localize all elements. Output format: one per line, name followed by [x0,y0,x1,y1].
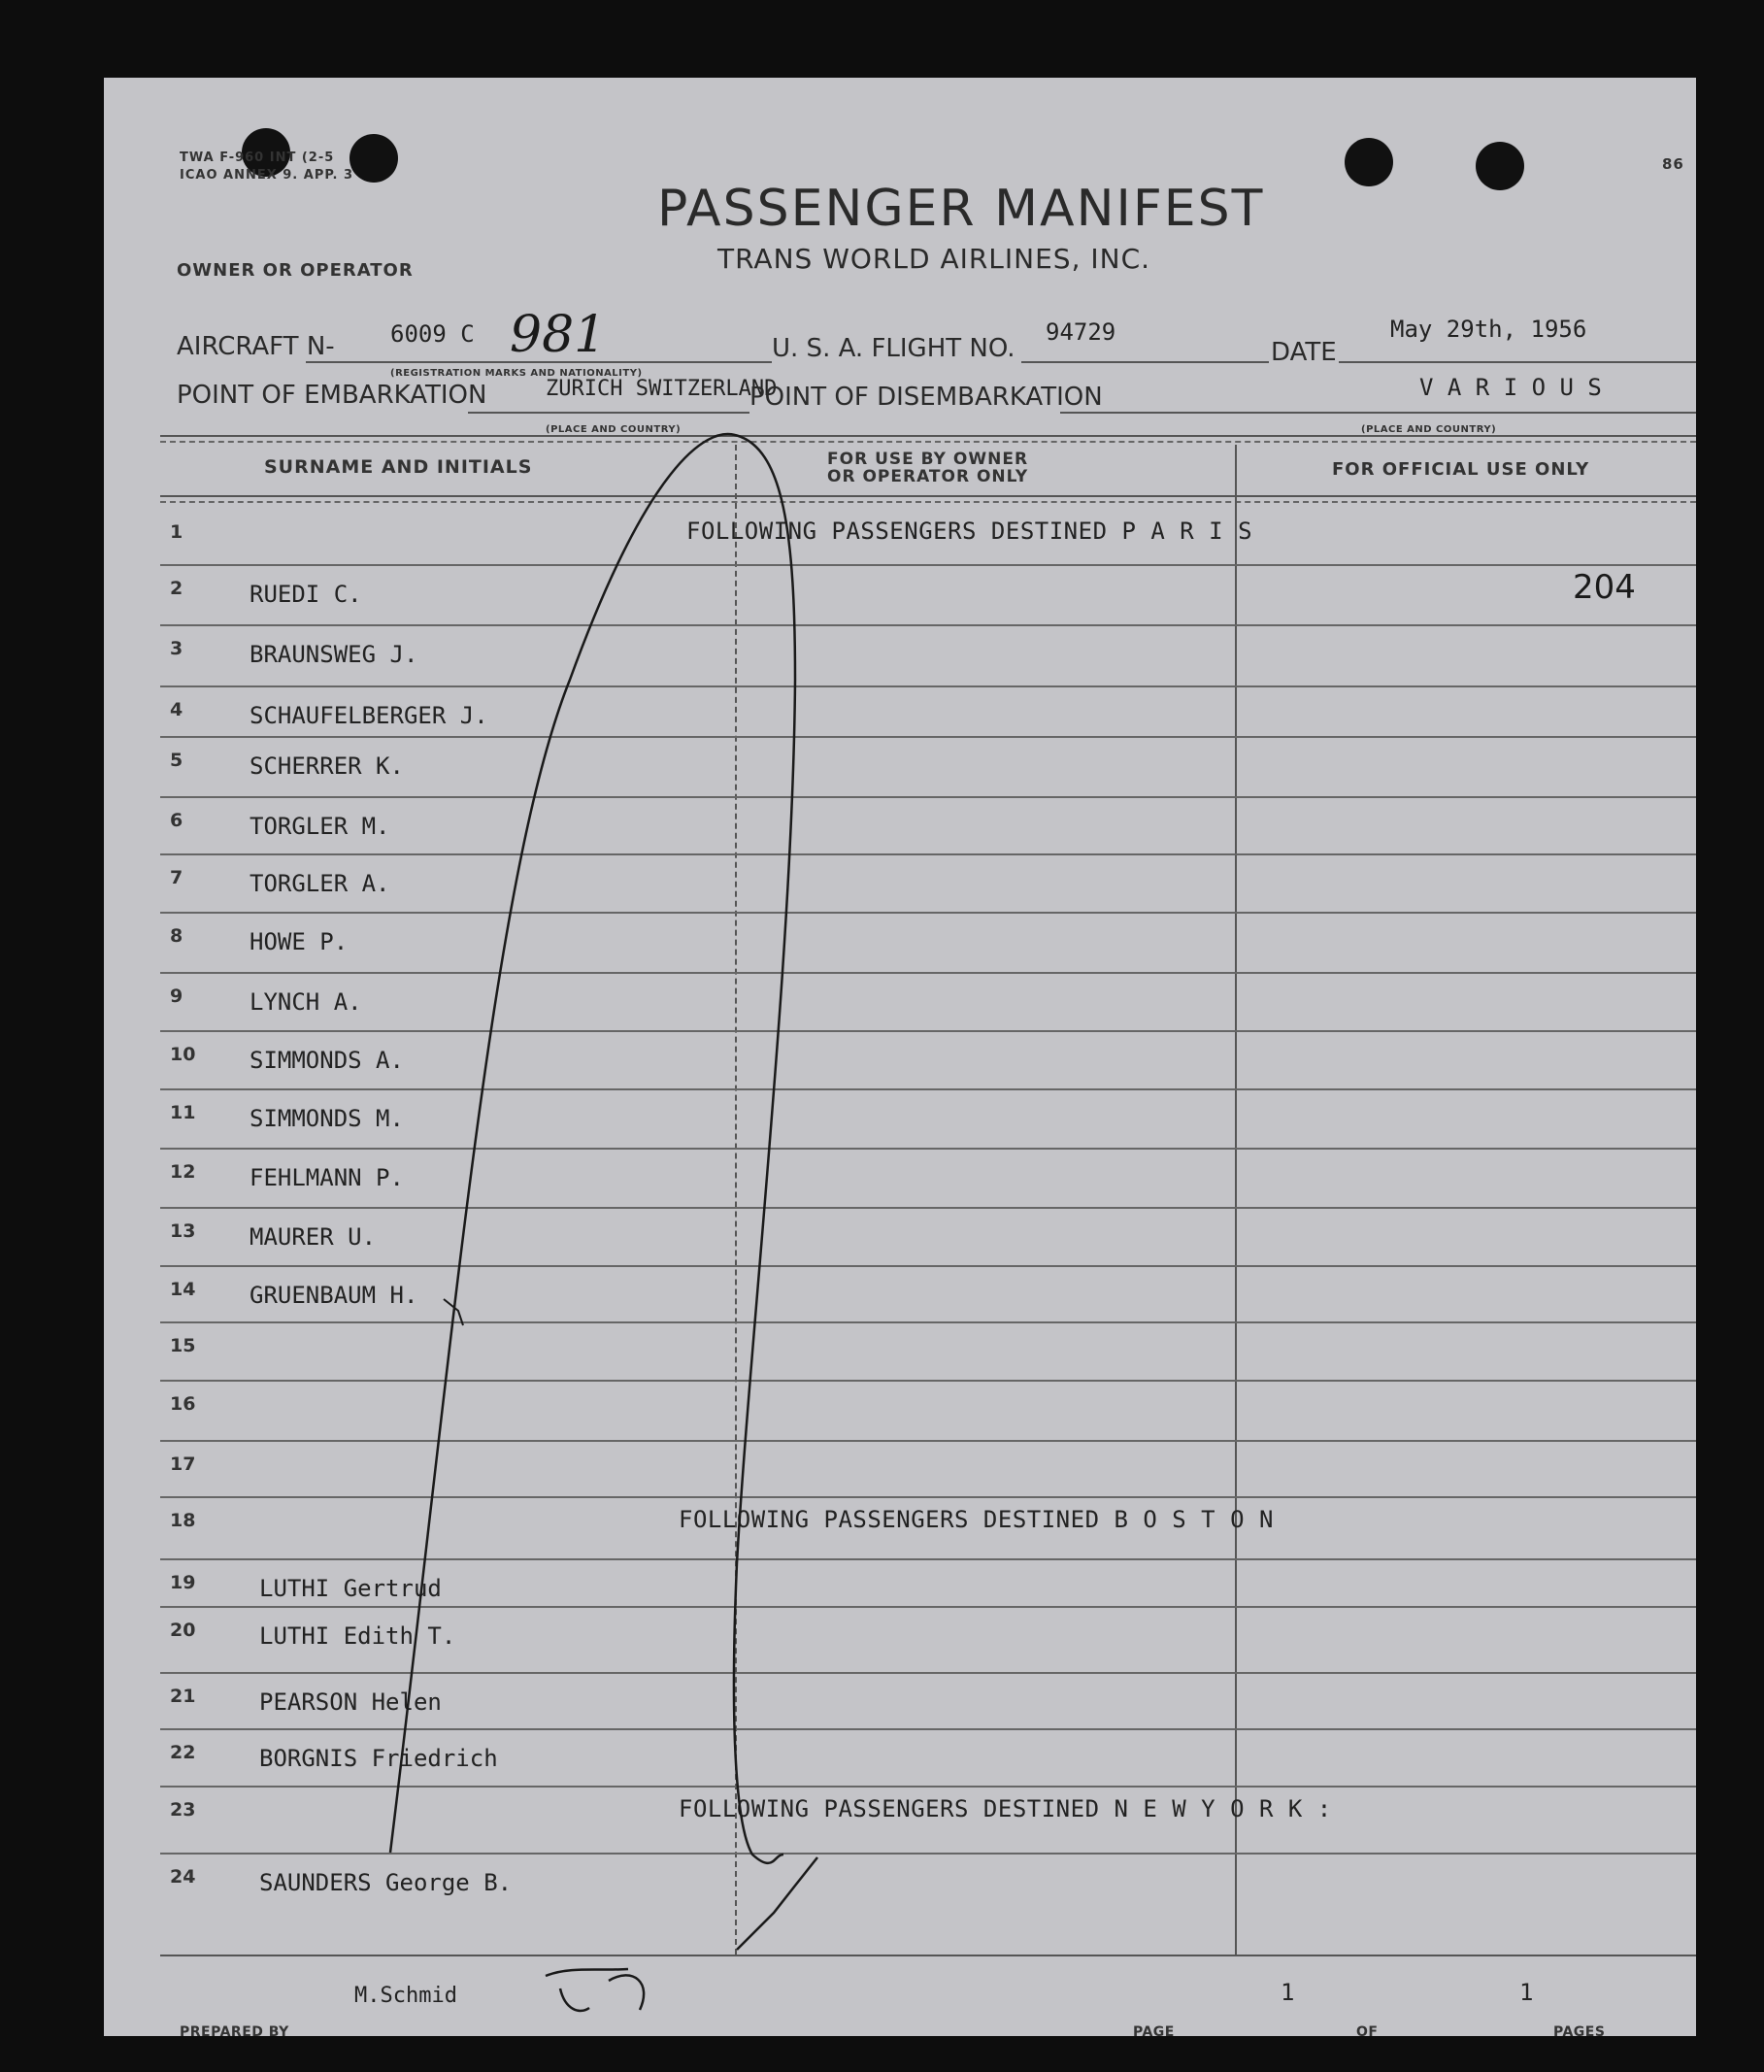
passenger-name: LUTHI Edith T. [259,1622,456,1650]
registration-note: (REGISTRATION MARKS AND NATIONALITY) [390,368,643,379]
col-official-header: FOR OFFICIAL USE ONLY [1332,459,1590,480]
passenger-name: SAUNDERS George B. [259,1869,513,1896]
passenger-name: HOWE P. [250,928,349,955]
disembarkation-value: V A R I O U S [1419,374,1602,401]
passenger-name: TORGLER A. [250,870,390,897]
passenger-name: MAURER U. [250,1223,377,1251]
icao-reference: ICAO ANNEX 9. APP. 3 [180,168,354,183]
passenger-name: LUTHI Gertrud [259,1575,442,1602]
embarkation-value: ZURICH SWITZERLAND [546,377,778,401]
passenger-name: PEARSON Helen [259,1688,442,1716]
manifest-page [104,78,1696,2036]
place-note-disembarkation: (PLACE AND COUNTRY) [1361,424,1497,435]
row-number: 9 [170,986,183,1007]
row-number: 21 [170,1686,196,1707]
row-number: 6 [170,810,183,831]
pen-marks [104,78,1696,2036]
passenger-name: LYNCH A. [250,988,362,1016]
passenger-name: SCHAUFELBERGER J. [250,702,488,729]
place-note-embarkation: (PLACE AND COUNTRY) [546,424,682,435]
row-number: 18 [170,1510,196,1531]
row-number: 24 [170,1866,196,1888]
passenger-name: RUEDI C. [250,581,362,608]
row-number: 8 [170,925,183,947]
row-number: 13 [170,1220,196,1242]
row-number: 4 [170,699,183,720]
row-number: 14 [170,1279,196,1300]
row-number: 11 [170,1102,196,1123]
row-number: 20 [170,1620,196,1641]
of-label: OF [1356,2024,1379,2036]
owner-operator-label: OWNER OR OPERATOR [177,260,414,281]
disembarkation-label: POINT OF DISEMBARKATION [749,383,1103,412]
row-number: 2 [170,578,183,599]
page-value: 1 [1281,1979,1295,2006]
prepared-by-value: M.Schmid [354,1984,457,2008]
row-number: 22 [170,1742,196,1763]
row-number: 19 [170,1572,196,1593]
aircraft-label: AIRCRAFT N- [177,332,335,361]
destination-heading: FOLLOWING PASSENGERS DESTINED N E W Y O R K : [679,1795,1332,1822]
passenger-name: SIMMONDS A. [250,1047,404,1074]
row-number: 7 [170,867,183,888]
destination-heading: FOLLOWING PASSENGERS DESTINED B O S T O N [679,1506,1274,1533]
row-number: 17 [170,1454,196,1475]
passenger-name: BRAUNSWEG J. [250,641,418,668]
row-number: 16 [170,1393,196,1415]
passenger-name: SCHERRER K. [250,752,404,780]
check-mark [737,1857,817,1950]
row-number: 5 [170,750,183,771]
destination-heading: FOLLOWING PASSENGERS DESTINED P A R I S [686,518,1253,545]
flight-number: 94729 [1046,318,1116,346]
col-owner-header-2: OR OPERATOR ONLY [827,467,1029,486]
date-value: May 29th, 1956 [1390,316,1587,343]
aircraft-handwritten-number: 981 [510,306,607,364]
embarkation-label: POINT OF EMBARKATION [177,381,487,410]
official-note: 204 [1573,568,1636,607]
signature-mark [546,1969,644,2011]
passenger-name: FEHLMANN P. [250,1164,404,1191]
row-number: 12 [170,1161,196,1183]
aircraft-registration: 6009 C [390,320,475,348]
corner-number: 86 [1662,155,1684,173]
row-number: 23 [170,1799,196,1821]
passenger-name: GRUENBAUM H. [250,1282,418,1309]
pages-label: PAGES [1553,2024,1606,2036]
prepared-by-label: PREPARED BY [180,2024,289,2036]
total-pages-value: 1 [1519,1979,1534,2006]
col-surname-header: SURNAME AND INITIALS [264,456,533,478]
form-code: TWA F-960 INT (2-5 [180,150,335,165]
bracket-pen-mark [390,434,795,1863]
flight-label: U. S. A. FLIGHT NO. [772,334,1015,363]
passenger-name: SIMMONDS M. [250,1105,404,1132]
row-number: 10 [170,1044,196,1065]
manifest-title: PASSENGER MANIFEST [657,180,1265,238]
date-label: DATE [1271,338,1337,367]
row-number: 1 [170,521,183,543]
row-number: 15 [170,1335,196,1356]
page-label: PAGE [1133,2024,1175,2036]
passenger-name: BORGNIS Friedrich [259,1745,498,1772]
row-number: 3 [170,638,183,659]
col-owner-header: FOR USE BY OWNER [827,450,1029,469]
passenger-name: TORGLER M. [250,813,390,840]
airline-name: TRANS WORLD AIRLINES, INC. [717,243,1151,275]
